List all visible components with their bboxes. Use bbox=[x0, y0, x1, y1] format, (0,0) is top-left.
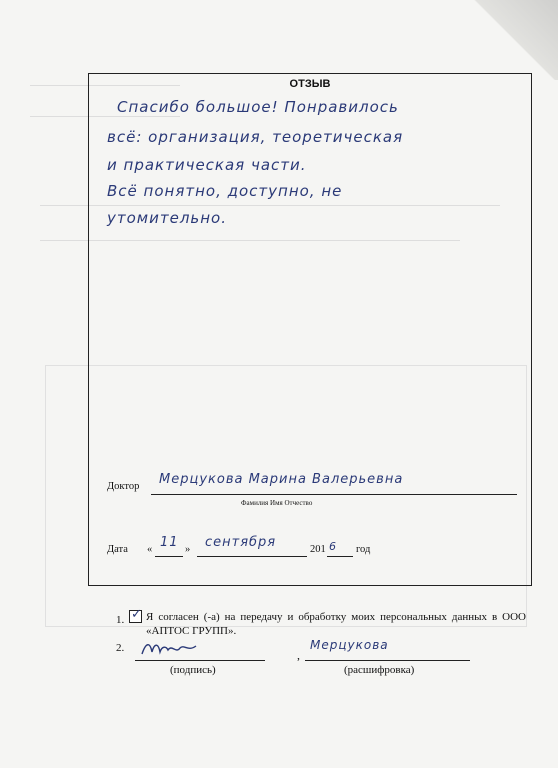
date-close-quote: » bbox=[185, 544, 191, 555]
signature-caption: (подпись) bbox=[170, 664, 216, 676]
folded-corner bbox=[455, 0, 558, 80]
decoding-caption: (расшифровка) bbox=[344, 664, 415, 676]
review-line-5: утомительно. bbox=[107, 209, 228, 227]
date-month-value: сентября bbox=[205, 535, 277, 550]
doctor-name-line bbox=[151, 494, 517, 495]
checkmark-icon: ✓ bbox=[131, 607, 142, 622]
date-label: Дата bbox=[107, 544, 128, 555]
consent-item-2-number: 2. bbox=[116, 642, 125, 654]
decoding-line bbox=[305, 660, 470, 661]
doctor-name-caption: Фамилия Имя Отчество bbox=[241, 499, 313, 507]
date-year-value: 6 bbox=[329, 540, 337, 553]
doctor-label: Доктор bbox=[107, 481, 140, 492]
date-year-line bbox=[327, 556, 353, 557]
review-frame bbox=[88, 73, 532, 586]
consent-item-1-text: Я согласен (-а) на передачу и обработку моих персональных данных в ООО «АПТОС ГРУПП». bbox=[146, 611, 526, 637]
review-line-4: Всё понятно, доступно, не bbox=[107, 182, 343, 200]
signature-comma: , bbox=[297, 648, 300, 662]
decoding-value: Мерцукова bbox=[310, 638, 389, 652]
review-line-3: и практическая части. bbox=[107, 156, 307, 174]
doctor-name-value: Мерцукова Марина Валерьевна bbox=[159, 472, 404, 487]
page-title: ОТЗЫВ bbox=[289, 78, 331, 90]
signature-line bbox=[135, 660, 265, 661]
date-year-prefix: 201 bbox=[310, 544, 326, 555]
review-line-2: всё: организация, теоретическая bbox=[107, 128, 404, 146]
date-day-value: 11 bbox=[160, 535, 179, 550]
consent-item-1-number: 1. bbox=[116, 614, 125, 626]
date-year-word: год bbox=[356, 544, 371, 555]
date-day-line bbox=[155, 556, 183, 557]
review-line-1: Спасибо большое! Понравилось bbox=[117, 98, 399, 116]
consent-checkbox[interactable] bbox=[129, 607, 142, 623]
date-month-line bbox=[197, 556, 307, 557]
date-open-quote: « bbox=[147, 544, 153, 555]
